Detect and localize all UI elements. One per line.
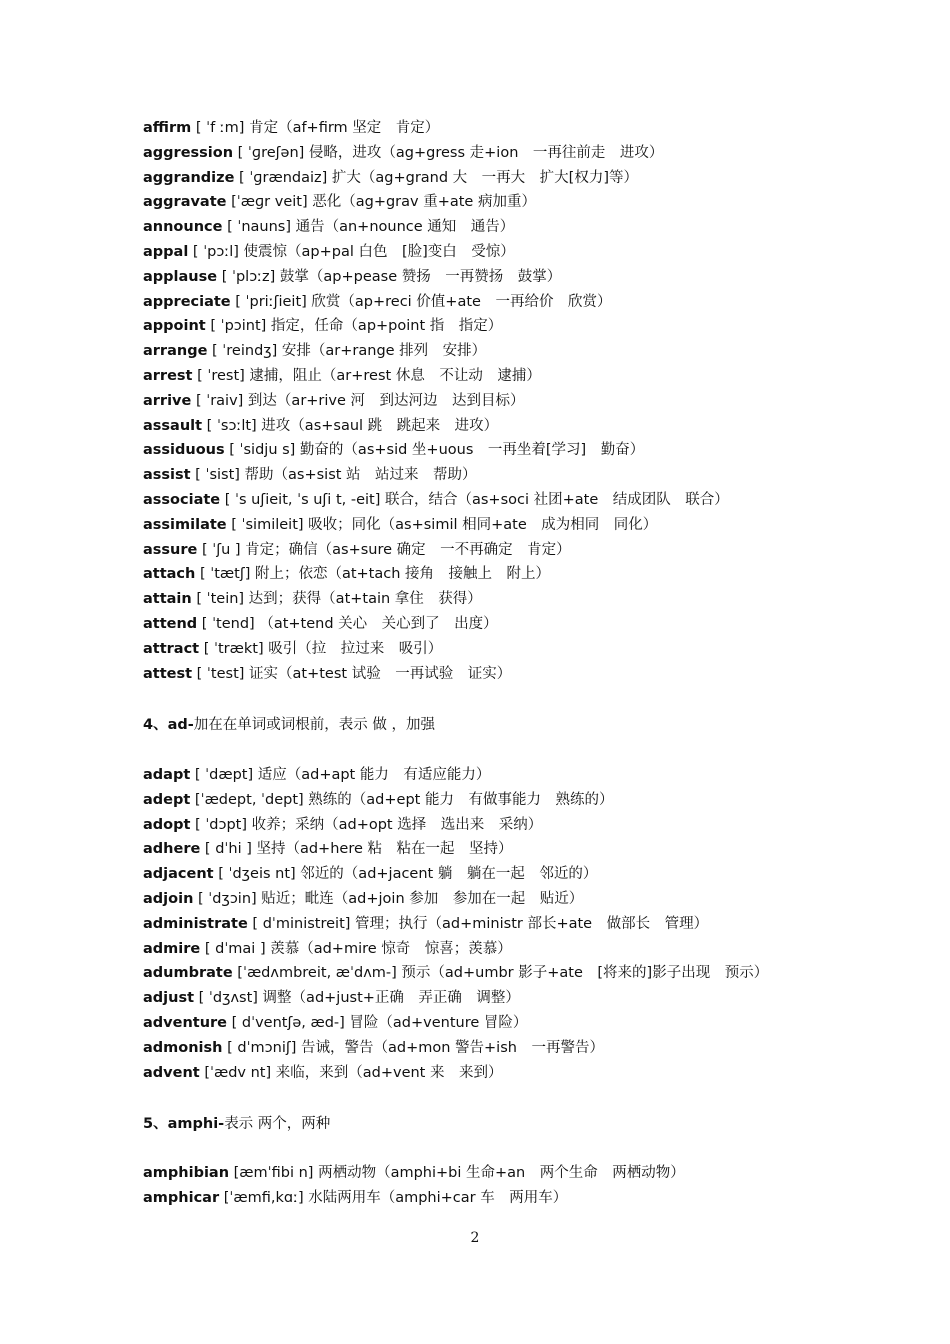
entry-word: attach [143, 566, 196, 583]
entry-list-group2 [143, 763, 883, 1085]
vocab-entry [143, 166, 883, 191]
entry-word: attest [143, 665, 193, 682]
entry-definition: [ ˈtend] （at+tend 关心 关心到了 出度） [197, 615, 498, 632]
vocab-entry [143, 240, 883, 265]
entry-word: appreciate [143, 293, 231, 310]
heading-number: 5、 [143, 1116, 168, 1132]
entry-word: aggravate [143, 194, 227, 211]
entry-word: aggrandize [143, 169, 235, 186]
vocab-entry [143, 1061, 883, 1086]
vocab-entry [143, 1161, 883, 1186]
entry-definition: [ ˈɡreʃən] 侵略，进攻（ag+gress 走+ion 一再往前走 进攻） [233, 144, 664, 161]
entry-word: adjoin [143, 890, 194, 907]
entry-word: attract [143, 640, 200, 657]
vocab-entry [143, 961, 883, 986]
entry-word: adjacent [143, 866, 214, 883]
entry-word: adept [143, 791, 191, 808]
vocab-entry [143, 314, 883, 339]
entry-word: appal [143, 243, 189, 260]
entry-word: adjust [143, 990, 195, 1007]
entry-word: adventure [143, 1014, 228, 1031]
entry-definition: [ ˈdɔpt] 收养；采纳（ad+opt 选择 选出来 采纳） [190, 816, 543, 833]
entry-definition: [ dˈventʃə, æd-] 冒险（ad+venture 冒险） [227, 1014, 528, 1031]
entry-word: associate [143, 491, 221, 508]
entry-definition: [ ˈrest] 逮捕，阻止（ar+rest 休息 不让动 逮捕） [192, 367, 541, 384]
entry-word: administrate [143, 915, 248, 932]
entry-word: amphibian [143, 1165, 230, 1181]
vocab-entry [143, 488, 883, 513]
vocab-entry [143, 813, 883, 838]
page-number: 2 [470, 1230, 480, 1246]
entry-word: admire [143, 940, 201, 957]
entry-word: assiduous [143, 442, 225, 459]
entry-definition: [ ˈplɔːz] 鼓掌（ap+pease 赞扬 一再赞扬 鼓掌） [217, 268, 562, 285]
heading-prefix: amphi- [167, 1116, 225, 1132]
entry-word: arrest [143, 367, 193, 384]
vocab-entry [143, 986, 883, 1011]
entry-definition: [ ˈpɔint] 指定，任命（ap+point 指 指定） [205, 318, 503, 335]
entry-definition: [ ˈtein] 达到；获得（at+tain 拿住 获得） [191, 591, 482, 608]
entry-definition: [ ˈpriːʃieit] 欣赏（ap+reci 价值+ate 一再给价 欣赏） [230, 293, 612, 310]
entry-definition: [ dˈministreit] 管理；执行（ad+ministr 部长+ate 做部长 管理） [247, 915, 709, 932]
entry-definition: [ ˈsimileit] 吸收；同化（as+simil 相同+ate 成为相同 同化） [226, 516, 658, 533]
heading-prefix: ad- [167, 717, 194, 733]
vocab-entry [143, 538, 883, 563]
entry-word: aggression [143, 144, 234, 161]
entry-definition: [ ˈtrækt] 吸引（拉 拉过来 吸引） [199, 640, 443, 657]
entry-word: announce [143, 219, 223, 236]
vocab-entry [143, 389, 883, 414]
vocab-entry [143, 912, 883, 937]
entry-definition: [ ˈdʒʌst] 调整（ad+just+正确 弄正确 调整） [194, 990, 520, 1007]
entry-word: amphicar [143, 1189, 220, 1206]
entry-word: assure [143, 541, 198, 558]
entry-definition: [ ˈsidju s] 勤奋的（as+sid 坐+uous 一再坐着[学习] 勤奋） [224, 442, 645, 459]
vocab-entry [143, 788, 883, 813]
vocab-entry [143, 887, 883, 912]
entry-definition: [ˈæmfi,kɑː] 水陆两用车（amphi+car 车 两用车） [219, 1189, 568, 1206]
entry-definition: [ ˈnauns] 通告（an+nounce 通知 通告） [222, 219, 515, 236]
vocab-entry [143, 290, 883, 315]
vocab-entry [143, 215, 883, 240]
entry-definition: [ ˈʃu ] 肯定；确信（as+sure 确定 一不再确定 肯定） [197, 541, 571, 558]
vocab-entry [143, 364, 883, 389]
vocab-entry [143, 1036, 883, 1061]
entry-definition: [ ˈraiv] 到达（ar+rive 河 到达河边 达到目标） [191, 392, 525, 409]
entry-word: adopt [143, 816, 191, 833]
entry-definition: [ˈæɡr veit] 恶化（ag+grav 重+ate 病加重） [226, 194, 536, 211]
section-heading-5 [143, 1112, 883, 1136]
entry-definition: [ dˈmai ] 羡慕（ad+mire 惊奇 惊喜；羡慕） [200, 940, 512, 957]
entry-definition: [ˈædv nt] 来临，来到（ad+vent 来 来到） [199, 1064, 503, 1081]
vocab-entry [143, 190, 883, 215]
section-heading-4 [143, 713, 883, 737]
entry-definition: [ ˈpɔːl] 使震惊（ap+pal 白色 [脸]变白 受惊） [188, 243, 515, 260]
entry-word: attend [143, 615, 198, 632]
entry-list-group3 [143, 1161, 883, 1211]
vocab-entry [143, 339, 883, 364]
vocab-entry [143, 141, 883, 166]
entry-definition: [ˈædʌmbreit, æˈdʌm-] 预示（ad+umbr 影子+ate [将来的]影子出现 预示） [232, 965, 769, 982]
entry-word: applause [143, 268, 218, 285]
entry-definition: [ ˈtætʃ] 附上；依恋（at+tach 接角 接触上 附上） [195, 566, 551, 583]
entry-word: assault [143, 417, 203, 434]
vocab-entry [143, 562, 883, 587]
entry-definition: [ˈædept, ˈdept] 熟练的（ad+ept 能力 有做事能力 熟练的） [190, 791, 614, 808]
entry-definition: [ ˈsist] 帮助（as+sist 站 站过来 帮助） [190, 467, 477, 484]
vocab-entry [143, 414, 883, 439]
entry-definition: [ ˈdʒɔin] 贴近；毗连（ad+join 参加 参加在一起 贴近） [193, 890, 584, 907]
vocab-entry [143, 637, 883, 662]
entry-word: adhere [143, 841, 201, 858]
entry-list-group1 [143, 116, 883, 686]
entry-word: affirm [143, 120, 192, 136]
heading-number: 4、 [143, 717, 168, 733]
entry-definition: [ ˈreindʒ] 安排（ar+range 排列 安排） [207, 343, 487, 360]
entry-definition: [ ˈɡrændaiz] 扩大（ag+grand 大 一再大 扩大[权力]等） [234, 169, 638, 186]
vocab-entry [143, 662, 883, 687]
vocab-entry [143, 587, 883, 612]
entry-definition: [ dˈmɔniʃ] 告诫，警告（ad+mon 警告+ish 一再警告） [222, 1039, 604, 1056]
vocab-entry [143, 513, 883, 538]
vocab-entry [143, 1011, 883, 1036]
vocab-entry [143, 265, 883, 290]
heading-text: 加在在单词或词根前，表示 做 ，加强 [193, 717, 435, 733]
entry-word: attain [143, 591, 192, 608]
entry-definition: [ ˈs uʃieit, ˈs uʃi t, -eit] 联合，结合（as+soci 社团+ate 结成团队 联合） [220, 491, 729, 508]
entry-word: advent [143, 1064, 200, 1081]
entry-word: appoint [143, 318, 206, 335]
entry-word: admonish [143, 1039, 223, 1056]
vocab-entry [143, 463, 883, 488]
vocab-entry [143, 937, 883, 962]
entry-definition: [ ˈf ːm] 肯定（af+firm 坚定 肯定） [191, 120, 440, 136]
vocab-entry [143, 1186, 883, 1211]
entry-word: arrange [143, 343, 208, 360]
entry-definition: [ ˈdʒeis nt] 邻近的（ad+jacent 躺 躺在一起 邻近的） [213, 866, 598, 883]
heading-text: 表示 两个，两种 [224, 1116, 331, 1132]
vocab-entry [143, 862, 883, 887]
entry-definition: [ dˈhi ] 坚持（ad+here 粘 粘在一起 坚持） [200, 841, 513, 858]
entry-word: adumbrate [143, 965, 233, 982]
vocab-entry [143, 612, 883, 637]
entry-word: arrive [143, 392, 192, 409]
entry-word: adapt [143, 767, 191, 783]
entry-definition: [ ˈdæpt] 适应（ad+apt 能力 有适应能力） [190, 767, 491, 783]
vocab-entry [143, 116, 883, 141]
entry-word: assimilate [143, 516, 227, 533]
vocab-entry [143, 837, 883, 862]
vocab-entry [143, 763, 883, 788]
entry-definition: [ ˈtest] 证实（at+test 试验 一再试验 证实） [192, 665, 512, 682]
entry-definition: [æmˈfibi n] 两栖动物（amphi+bi 生命+an 两个生命 两栖动物） [229, 1165, 685, 1181]
entry-word: assist [143, 467, 191, 484]
vocab-entry [143, 438, 883, 463]
entry-definition: [ ˈsɔːlt] 进攻（as+saul 跳 跳起来 进攻） [202, 417, 499, 434]
